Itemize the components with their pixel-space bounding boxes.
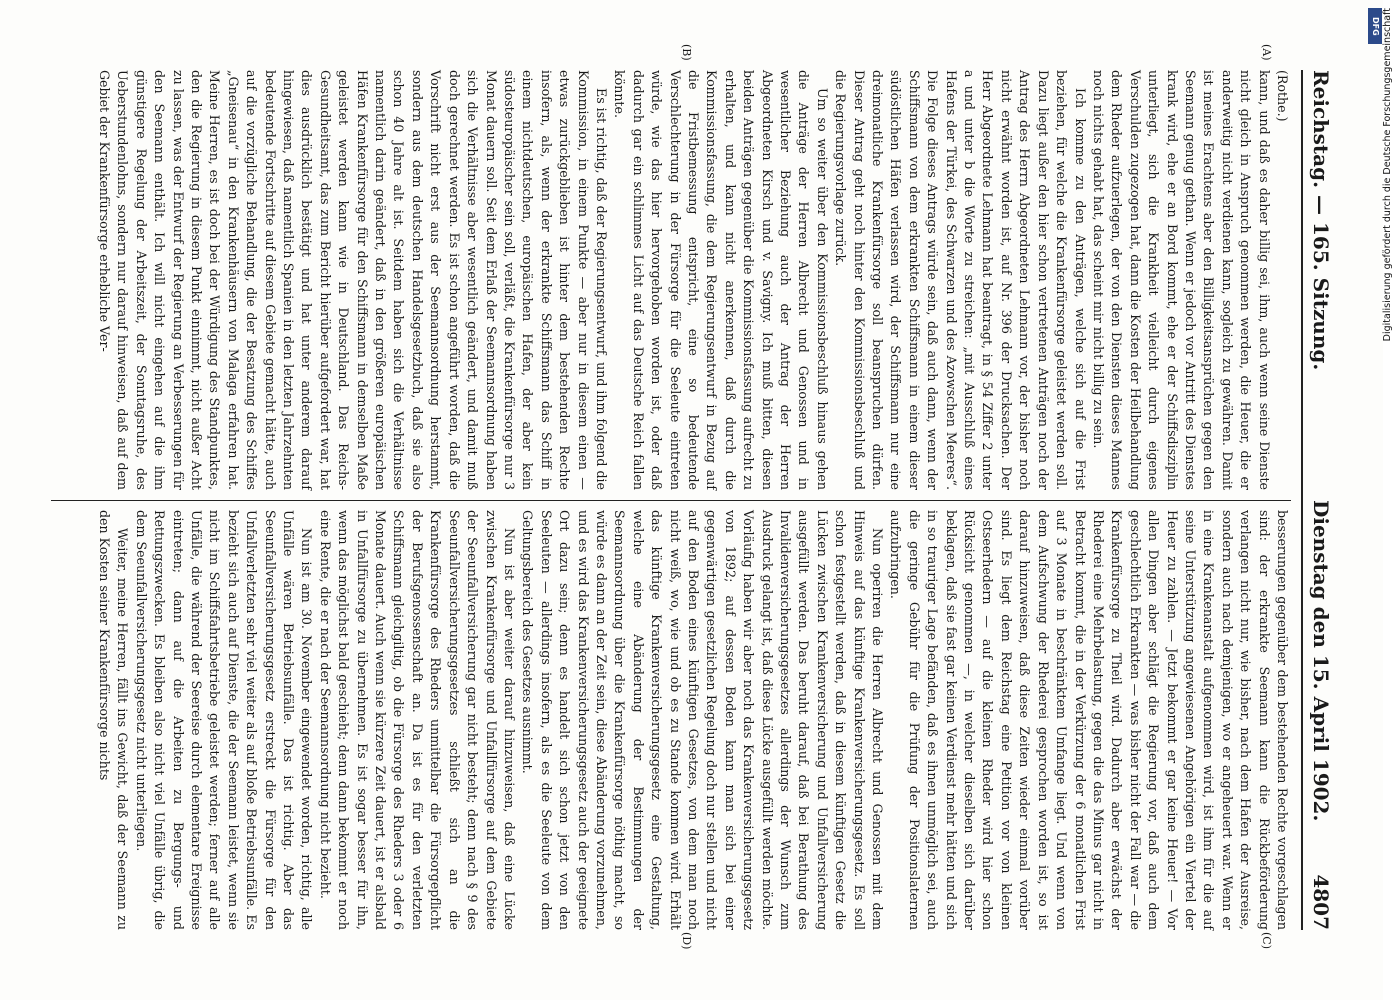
digitization-note: Digitalisierung gefördert durch die Deutsche Forschungsgemeinschaft: [1382, 8, 1393, 342]
paragraph: Nun ist aber weiter darauf hinzuweisen, daß eine Lücke zwischen Krankenfürsorge und Unfallfürsorge auf dem Gebiete der Seeunfallversicherung gar nicht besteht; denn nach § 9 des Seeunfallversicherungsgesetzes schließt sich an die Krankenfürsorge des Rheders unmittelbar die Fürsorgepflicht der Berufsgenossenschaft an. Da ist es für den verletzten Schiffsmann gleichgiltig, ob die Fürsorge des Rheders 3 oder 6 Monate dauert. Auch wenn sie kürzere Zeit dauert, ist er alsbald in Unfallfürsorge zu übernehmen. Es ist sogar besser für ihn, wenn das möglichst bald geschieht; denn dann bekommt er noch eine Rente, die er nach der Seemannsordnung nicht bezieht.: [317, 510, 517, 930]
page-header: [1301, 70, 1343, 930]
page-number: 4807: [1309, 874, 1333, 930]
paragraph: Weiter, meine Herren, fällt ins Gewicht, daß der Seemann zu den Kosten seiner Krankenfürsorge nichts: [97, 510, 131, 930]
header-date: Dienstag den 15. April 1902.: [1309, 500, 1333, 822]
paragraph: kann, und daß es daher billig sei, ihm, auch wenn seine Dienste nicht gleich in Anspruch genommen werden, die Heuer, die er anderweitig nicht verdienen kann, sogleich zu gewähren. Damit ist meines Erachtens aber den Billigkeitsansprüchen gegen den Seemann genug gethan. Wenn er jedoch vor Antritt des Dienstes krank wird, ehe er an Bord kommt, ehe er der Schiffsdisziplin unterliegt, sich die Krankheit vielleicht durch eigenes Verschulden zugezogen hat, dann die Kosten der Heilbehandlung dem Rheder aufzuerlegen, der von den Diensten dieses Mannes noch nichts gehabt hat, das scheint mir nicht billig zu sein.: [1090, 70, 1272, 490]
paragraph: Ich komme zu den Anträgen, welche sich auf die Frist beziehen, für welche die Krankenfürsorge geleistet werden soll. Dazu liegt außer den hier schon vertretenen Anträgen noch der Antrag des Herrn Abgeordneten Lehmann vor, der bisher noch nicht erwähnt worden ist, auf Nr. 396 der Drucksachen. Der Herr Abgeordnete Lehmann hat beantragt, in § 54 Ziffer 2 unter a und unter b die Worte zu streichen: „mit Ausschluß eines Hafens der Türkei, des Schwarzen und des Azowschen Meeres“. Die Folge dieses Antrags würde sein, daß auch dann, wenn der Schiffsmann von dem erkrankten Schiffsmann in einem dieser südöstlichen Häfen verlassen wird, der Schiffsmann nur eine dreimonatliche Krankenfürsorge soll beanspruchen dürfen. Dieser Antrag geht noch hinter den Kommissionsbeschluß und die Regierungsvorlage zurück.: [833, 70, 1088, 490]
header-left: Reichstag. — 165. Sitzung.: [1309, 70, 1333, 371]
paragraph: besserungen gegenüber dem bestehenden Rechte vorgeschlagen sind: der erkrankte Seemann kann die Rückbeförderung verlangen nicht nur, wie bisher, nach dem Hafen der Ausreise, sondern auch nach demjenigen, wo er angeheuert war. Wenn er in eine Krankenanstalt aufgenommen wird, ist ihm für die auf seine Unterstützung angewiesenen Angehörigen ein Viertel der Heuer zu zahlen. — Jetzt bekommt er gar keine Heuer! — Vor allen Dingen aber schlägt die Regierung vor, daß auch dem geschlechtlich Erkrankten — was bisher nicht der Fall war — die Krankenfürsorge zu Theil wird. Dadurch aber erwächst der Rhederei eine Mehrbelastung, gegen die das Minus gar nicht in Betracht kommt, die in der Verkürzung der 6 monatlichen Frist auf 3 Monate in beschränktem Umfange liegt. Und wenn von dem Aufschwung der Rhederei gesprochen worden ist, so ist darauf hinzuweisen, daß diese Zeiten wieder einmal vorüber sind. Es liegt dem Reichstag eine Petition vor von kleinen Ostseerhedern — auf die kleinen Rheder wird hier schon Rücksicht genommen —, in welcher dieselben sich darüber beklagen, daß sie fast gar keinen Verdienst mehr hätten und sich in so trauriger Lage befänden, daß es ihnen unmöglich sei, auch die geringe Gebühr für die Prüfung der Positionslaternen aufzubringen.: [888, 510, 1290, 930]
margin-mark-d: (D): [680, 932, 693, 950]
margin-mark-b: (B): [680, 44, 693, 61]
left-column: [51, 70, 1291, 490]
paragraph: Um so weiter über den Kommissionsbeschluß hinaus gehen die Anträge der Herren Albrecht und Genossen und in wesentlicher Beziehung auch der Antrag der Herren Abgeordneten Kirsch und v. Savigny. Ich muß bitten, diesen beiden Anträgen gegenüber die Kommissionsfassung aufrecht zu erhalten, und kann nicht anerkennen, daß durch die Kommissionsfassung, die dem Regierungsentwurf in Bezug auf die Fristbemessung entspricht, eine so bedeutende Verschlechterung in der Fürsorge für die Seeleute eintreten würde, wie das hier hervorgehoben worden ist, oder daß dadurch gar ein schlimmes Licht auf das Deutsche Reich fallen könnte.: [612, 70, 830, 490]
paragraph: Nun operiren die Herren Albrecht und Genossen mit dem Hinweis auf das künftige Krankenversicherungsgesetz. Es soll schon festgestellt werden, daß in diesem künftigen Gesetz die Lücken zwischen Krankenversicherung und Unfallversicherung ausgefüllt werden. Das beruht darauf, daß bei Berathung des Invalidenversicherungsgesetzes allerdings der Wunsch zum Ausdruck gelangt ist, daß diese Lücke ausgefüllt werden möchte. Vorläufig haben wir aber noch das Krankenversicherungsgesetz von 1892; auf dessen Boden kann man sich bei einer gegenwärtigen gesetzlichen Regelung doch nur stellen und nicht auf den Boden eines künftigen Gesetzes, von dem man noch nicht weiß, wo, wie und ob es zu Stande kommen wird. Erhält das künftige Krankenversicherungsgesetz eine Gestaltung, welche eine Abänderung der Bestimmungen der Seemannsordnung über die Krankenfürsorge nöthig macht, so würde es dann an der Zeit sein, diese Abänderung vorzunehmen, und es wird das Krankenversicherungsgesetz auch der geeignete Ort dazu sein; denn es handelt sich schon jetzt von den Seeleuten — allerdings insofern, als es die Seeleute von dem Geltungsbereich des Gesetzes ausnimmt.: [520, 510, 886, 930]
dfg-logo: DFG: [1368, 8, 1382, 44]
paragraph: Nun ist am 30. November eingewendet worden, richtig, alle Unfälle wären Betriebsunfälle. Das ist richtig. Aber das Seeunfallversicherungsgesetz erstreckt die Fürsorge für den Unfallverletzten sehr viel weiter als auf bloße Betriebsunfälle. Es bezieht sich auch auf Dienste, die der Seemann leistet, wenn sie nicht im Schiffsfahrtsbetriebe geleistet werden; ferner auf alle Unfälle, die während der Seereise durch elementare Ereignisse eintreten; dann auf die Arbeiten zu Bergungs- und Rettungszwecken. Es bleiben also nicht viel Unfälle übrig, die dem Seeunfallversicherungsgesetz nicht unterliegen.: [133, 510, 315, 930]
speaker-note: (Rothe.): [1275, 70, 1290, 122]
digitization-strip: [1368, 8, 1393, 993]
margin-mark-a: (A): [1260, 44, 1273, 61]
column-divider: [51, 500, 1291, 501]
right-column: [51, 510, 1291, 930]
paragraph: Es ist richtig, daß der Regierungsentwurf, und ihm folgend die Kommission, in einem Punkte — aber nur in diesem einen — etwas zurückgeblieben ist hinter dem bestehenden Rechte insofern, als, wenn der erkrankte Schiffsmann das Schiff in einem nichtdeutschen, europäischen Hafen, der aber kein südosteuropäischer sein soll, verläßt, die Krankenfürsorge nur 3 Monat dauern soll. Seit dem Erlaß der Seemannsordnung haben sich die Verhältnisse aber wesentlich geändert, und damit muß doch gerechnet werden. Es ist schon angeführt worden, daß die Vorschrift nicht erst aus der Seemannsordnung herstammt, sondern aus dem deutschen Handelsgesetzbuch, daß sie also schon 40 Jahre alt ist. Seitdem haben sich die Verhältnisse namentlich darin geändert, daß in den größeren europäischen Häfen Krankenfürsorge für den Schiffsmann in demselben Maße geleistet werden kann wie in Deutschland. Das Reichs-Gesundheitsamt, das zum Bericht hierüber aufgefordert war, hat dies ausdrücklich bestätigt und hat unter anderem darauf hingewiesen, daß namentlich Spanien in den letzten Jahrzehnten bedeutende Fortschritte auf diesem Gebiete gemacht hätte, auch auf die vorzügliche Behandlung, die der Besatzung des Schiffes „Gneisenau“ in den Krankenhäusern von Malaga erfahren hat. Meine Herren, es ist doch bei der Würdigung des Standpunktes, den die Regierung in diesem Punkt einnimmt, nicht außer Acht zu lassen, was der Entwurf der Regierung an Verbesserungen für den Seemann enthält. Ich will nicht eingehen auf die ihm günstigere Regelung der Arbeitszeit, der Sonntagsruhe, des Ueberstundenlohns, sondern nur darauf hinweisen, daß auf dem Gebiet der Krankenfürsorge erhebliche Ver-: [97, 70, 609, 490]
margin-mark-c: (C): [1260, 932, 1273, 949]
